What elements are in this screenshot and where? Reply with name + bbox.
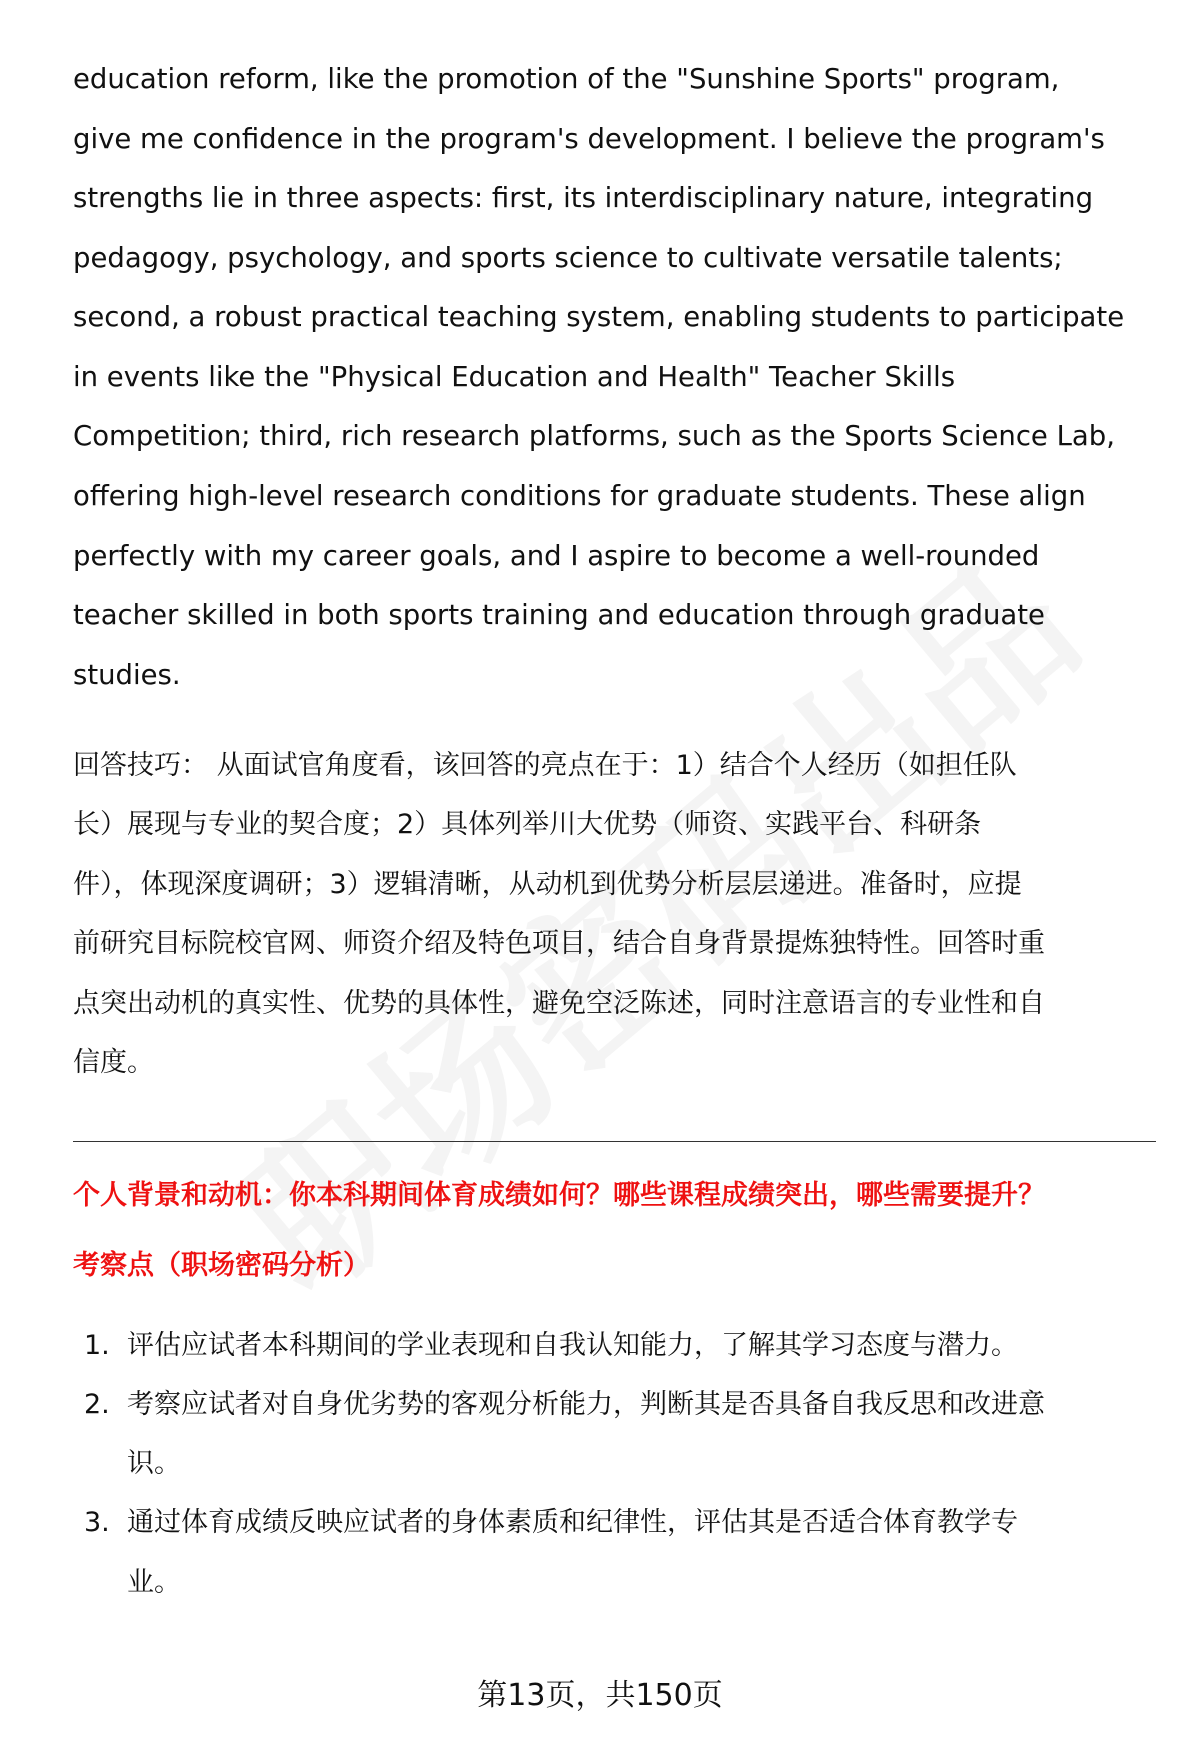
text-line: in events like the "Physical Education and Health" Teacher Skills: [73, 361, 956, 393]
text-line: pedagogy, psychology, and sports science to cultivate versatile talents;: [73, 242, 1063, 274]
text-line: teacher skilled in both sports training and education through graduate: [73, 599, 1045, 631]
text-line: 长）展现与专业的契合度；2）具体列举川大优势（师资、实践平台、科研条: [73, 809, 982, 840]
section-title: 考察点（职场密码分析）: [73, 1250, 370, 1281]
list-item-continuation: 识。: [127, 1448, 181, 1479]
text-line: 件），体现深度调研；3）逻辑清晰，从动机到优势分析层层递进。准备时，应提: [73, 869, 1022, 900]
list-item: 通过体育成绩反映应试者的身体素质和纪律性，评估其是否适合体育教学专: [127, 1507, 1018, 1538]
page-number: 第13页，共150页: [477, 1678, 723, 1713]
text-line: offering high-level research conditions for graduate students. These align: [73, 480, 1086, 512]
text-line: give me confidence in the program's development. I believe the program's: [73, 123, 1105, 155]
text-line: perfectly with my career goals, and I aspire to become a well-rounded: [73, 540, 1040, 572]
list-number: 2.: [84, 1389, 110, 1420]
text-line: studies.: [73, 659, 181, 691]
list-number: 3.: [84, 1507, 110, 1538]
list-item: 评估应试者本科期间的学业表现和自我认知能力，了解其学习态度与潜力。: [127, 1330, 1018, 1361]
text-line: 回答技巧： 从面试官角度看，该回答的亮点在于：1）结合个人经历（如担任队: [73, 750, 1017, 781]
list-item: 考察应试者对自身优劣势的客观分析能力，判断其是否具备自我反思和改进意: [127, 1389, 1045, 1420]
text-line: strengths lie in three aspects: first, its interdisciplinary nature, integrating: [73, 182, 1094, 214]
divider: [73, 1141, 1156, 1142]
text-line: 前研究目标院校官网、师资介绍及特色项目，结合自身背景提炼独特性。回答时重: [73, 928, 1045, 959]
question-heading: 个人背景和动机：你本科期间体育成绩如何？哪些课程成绩突出，哪些需要提升？: [73, 1180, 1045, 1211]
list-item-continuation: 业。: [127, 1567, 181, 1598]
text-line: education reform, like the promotion of the "Sunshine Sports" program,: [73, 63, 1060, 95]
list-number: 1.: [84, 1330, 110, 1361]
text-line: 点突出动机的真实性、优势的具体性，避免空泛陈述，同时注意语言的专业性和自: [73, 988, 1045, 1019]
text-line: second, a robust practical teaching system, enabling students to participate: [73, 301, 1125, 333]
text-line: 信度。: [73, 1047, 154, 1078]
text-line: Competition; third, rich research platforms, such as the Sports Science Lab,: [73, 420, 1115, 452]
